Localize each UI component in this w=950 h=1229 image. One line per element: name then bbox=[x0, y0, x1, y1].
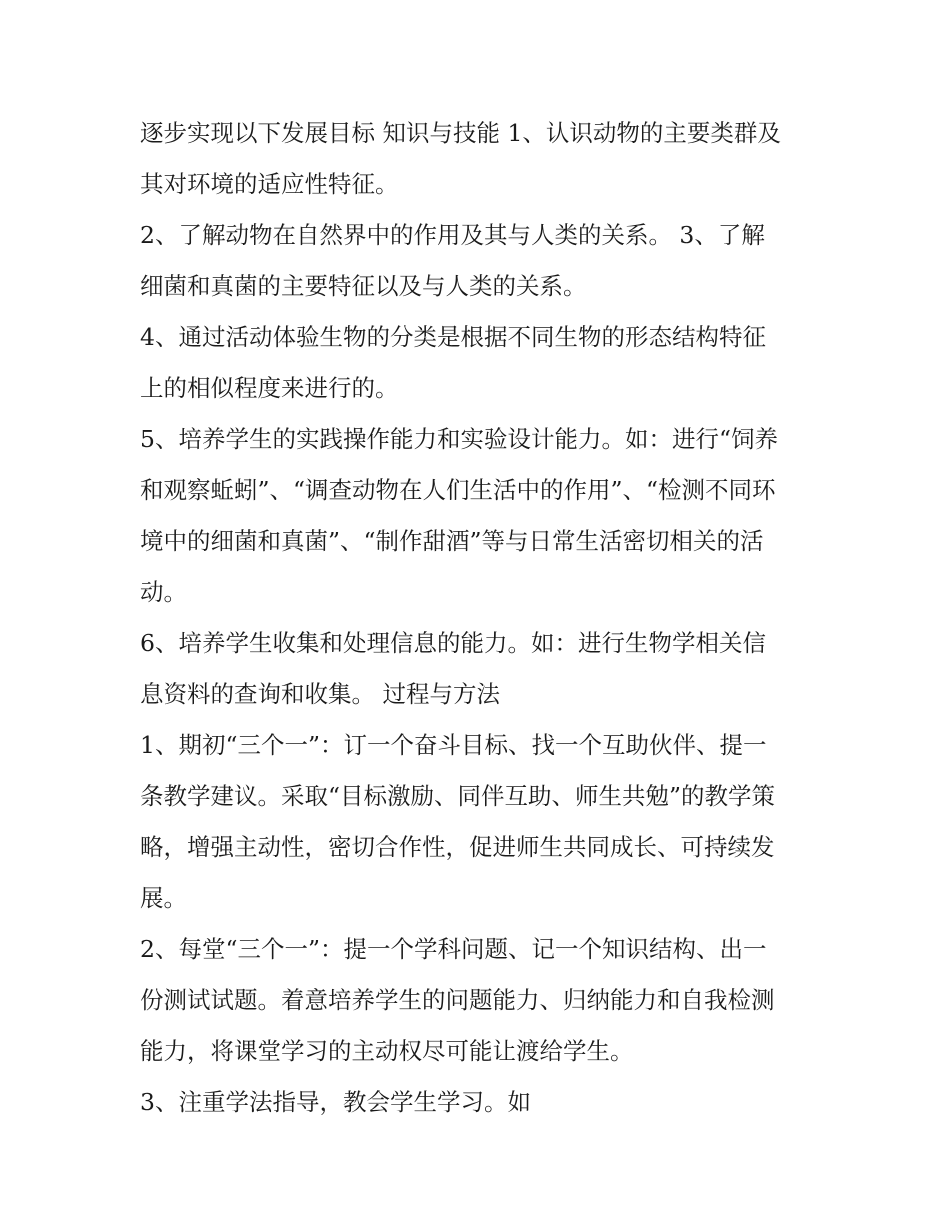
text-line: 上的相似程度来进行的。 bbox=[140, 374, 399, 402]
text-line: 逐步实现以下发展目标 知识与技能 1、认识动物的主要类群及 bbox=[140, 119, 781, 147]
text-line: 条教学建议。采取“目标激励、同伴互助、师生共勉”的教学策 bbox=[140, 782, 776, 810]
text-line: 息资料的查询和收集。 过程与方法 bbox=[140, 680, 500, 708]
paragraph-method-3 bbox=[140, 1077, 820, 1128]
text-line: 细菌和真菌的主要特征以及与人类的关系。 bbox=[140, 272, 587, 300]
text-line: 展。 bbox=[140, 884, 187, 912]
text-line: 境中的细菌和真菌”、“制作甜酒”等与日常生活密切相关的活 bbox=[140, 527, 764, 555]
text-line: 份测试试题。着意培养学生的问题能力、归纳能力和自我检测 bbox=[140, 986, 775, 1014]
text-line: 1、期初“三个一”：订一个奋斗目标、找一个互助伙伴、提一 bbox=[140, 731, 767, 759]
paragraph-method-2 bbox=[140, 924, 820, 1077]
text-line: 2、每堂“三个一”：提一个学科问题、记一个知识结构、出一 bbox=[140, 935, 767, 963]
paragraph-item-5 bbox=[140, 414, 820, 618]
text-line: 4、通过活动体验生物的分类是根据不同生物的形态结构特征 bbox=[140, 323, 766, 351]
paragraph-method-1 bbox=[140, 720, 820, 924]
text-line: 略，增强主动性，密切合作性，促进师生共同成长、可持续发 bbox=[140, 833, 775, 861]
text-line: 动。 bbox=[140, 578, 187, 606]
text-line: 能力，将课堂学习的主动权尽可能让渡给学生。 bbox=[140, 1037, 634, 1065]
paragraph-goals-intro bbox=[140, 108, 820, 210]
text-line: 和观察蚯蚓”、“调查动物在人们生活中的作用”、“检测不同环 bbox=[140, 476, 776, 504]
text-line: 其对环境的适应性特征。 bbox=[140, 170, 399, 198]
paragraph-item-6 bbox=[140, 618, 820, 720]
text-line: 3、注重学法指导，教会学生学习。如 bbox=[140, 1088, 531, 1116]
paragraph-item-2-3 bbox=[140, 210, 820, 312]
text-line: 5、培养学生的实践操作能力和实验设计能力。如：进行“饲养 bbox=[140, 425, 778, 453]
text-line: 2、了解动物在自然界中的作用及其与人类的关系。 3、了解 bbox=[140, 221, 765, 249]
text-line: 6、培养学生收集和处理信息的能力。如：进行生物学相关信 bbox=[140, 629, 766, 657]
document-body bbox=[140, 108, 820, 1128]
paragraph-item-4 bbox=[140, 312, 820, 414]
